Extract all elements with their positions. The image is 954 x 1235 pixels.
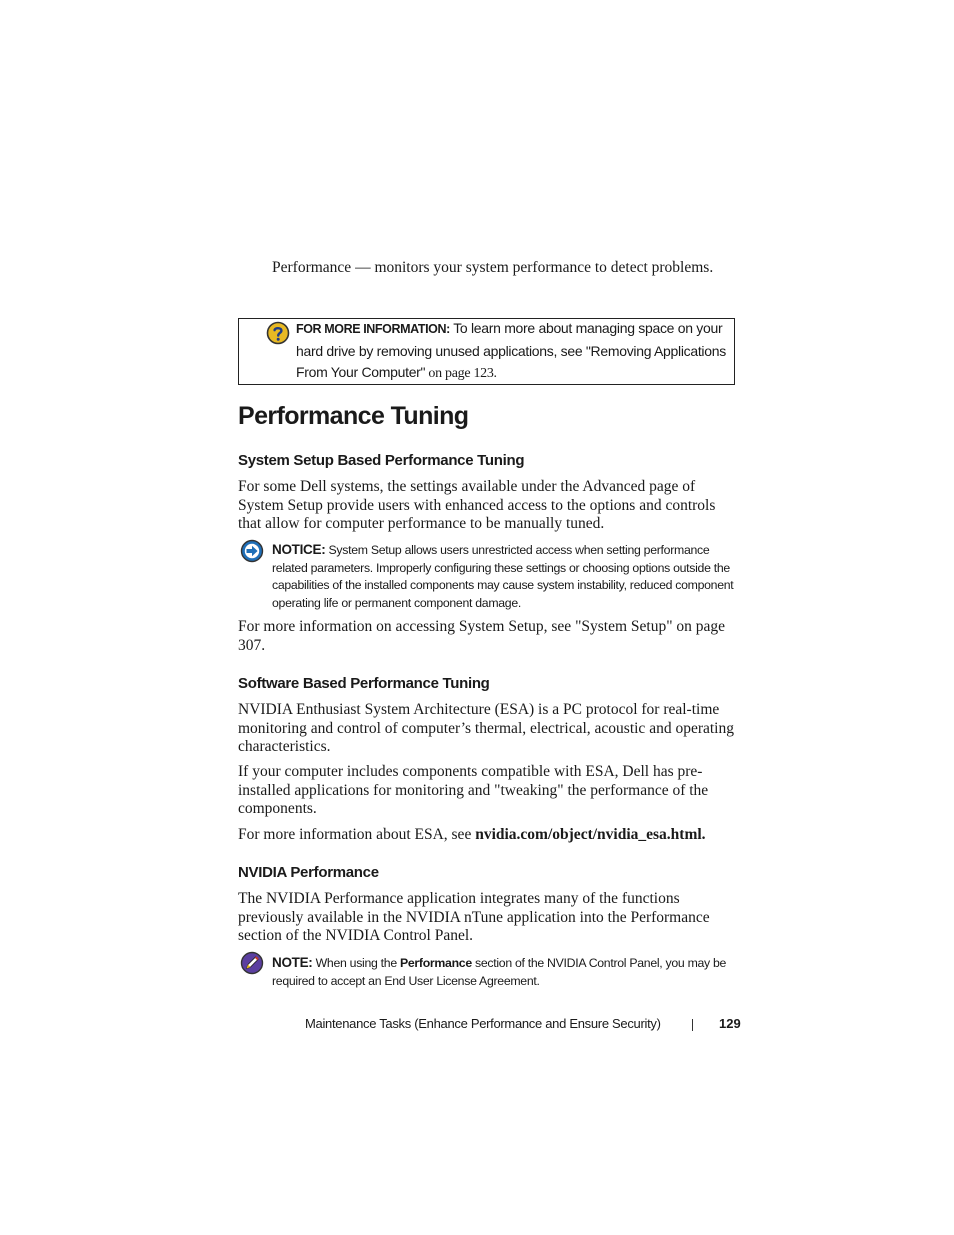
info-end: . bbox=[493, 366, 497, 382]
notice-body: System Setup allows users unrestricted access when setting performance related parameters. Improperly configuring these settings or choosing options outside the capabilities of the installed components may cause system instability, reduced component operating life or permanent component damage. bbox=[272, 543, 734, 610]
note-emphasis: Performance bbox=[399, 956, 472, 970]
esa-paragraph-2: If your computer includes components compatible with ESA, Dell has pre-installed applications for monitoring and "tweaking" the performance of the components. bbox=[238, 763, 709, 818]
info-body: To learn more about managing space on your hard drive by removing unused applications, see "Removing Applications From Your Computer" bbox=[296, 320, 726, 381]
esa-paragraph-3 bbox=[238, 826, 738, 845]
performance-description bbox=[272, 259, 752, 278]
info-box-text bbox=[296, 318, 732, 385]
esa-paragraph-1: NVIDIA Enthusiast System Architecture (ESA) is a PC protocol for real-time monitoring and control of computer’s thermal, electrical, acoustic and operating characteristics. bbox=[238, 701, 734, 756]
notice-icon bbox=[240, 539, 264, 563]
system-setup-paragraph: For some Dell systems, the settings available under the Advanced page of System Setup provide users with enhanced access to the options and controls that allow for computer performance to be manually tuned. bbox=[238, 478, 716, 533]
note-text bbox=[272, 954, 742, 990]
note-label: NOTE: bbox=[272, 955, 313, 970]
notice-label: NOTICE: bbox=[272, 542, 326, 557]
nvidia-paragraph: The NVIDIA Performance application integrates many of the functions previously available in the NVIDIA nTune application into the Performance section of the NVIDIA Control Panel. bbox=[238, 890, 710, 945]
footer-divider bbox=[692, 1019, 693, 1031]
page-title: Performance Tuning bbox=[238, 402, 469, 430]
note-body-start: When using the bbox=[312, 956, 400, 970]
esa-link[interactable]: nvidia.com/object/nvidia_esa.html. bbox=[475, 826, 706, 843]
performance-definition: — monitors your system performance to detect problems. bbox=[351, 259, 714, 276]
question-icon bbox=[266, 321, 290, 345]
footer-chapter-title: Maintenance Tasks (Enhance Performance and Ensure Security) bbox=[305, 1016, 661, 1031]
notice-text bbox=[272, 541, 742, 612]
section-heading-nvidia: NVIDIA Performance bbox=[238, 864, 379, 881]
page-number: 129 bbox=[719, 1016, 741, 1031]
performance-term: Performance bbox=[272, 259, 352, 276]
section-heading-software: Software Based Performance Tuning bbox=[238, 675, 490, 692]
esa-more-info-text: For more information about ESA, see bbox=[238, 826, 476, 843]
system-setup-more-info: For more information on accessing System Setup, see "System Setup" on page 307. bbox=[238, 618, 726, 654]
section-heading-system-setup: System Setup Based Performance Tuning bbox=[238, 452, 525, 469]
info-label: FOR MORE INFORMATION: bbox=[296, 322, 450, 336]
note-pencil-icon bbox=[240, 951, 264, 975]
info-page-ref: on page 123 bbox=[425, 366, 494, 382]
note-body-end: section of the NVIDIA Control Panel, you may be required to accept an End User License Agreement. bbox=[272, 956, 727, 988]
